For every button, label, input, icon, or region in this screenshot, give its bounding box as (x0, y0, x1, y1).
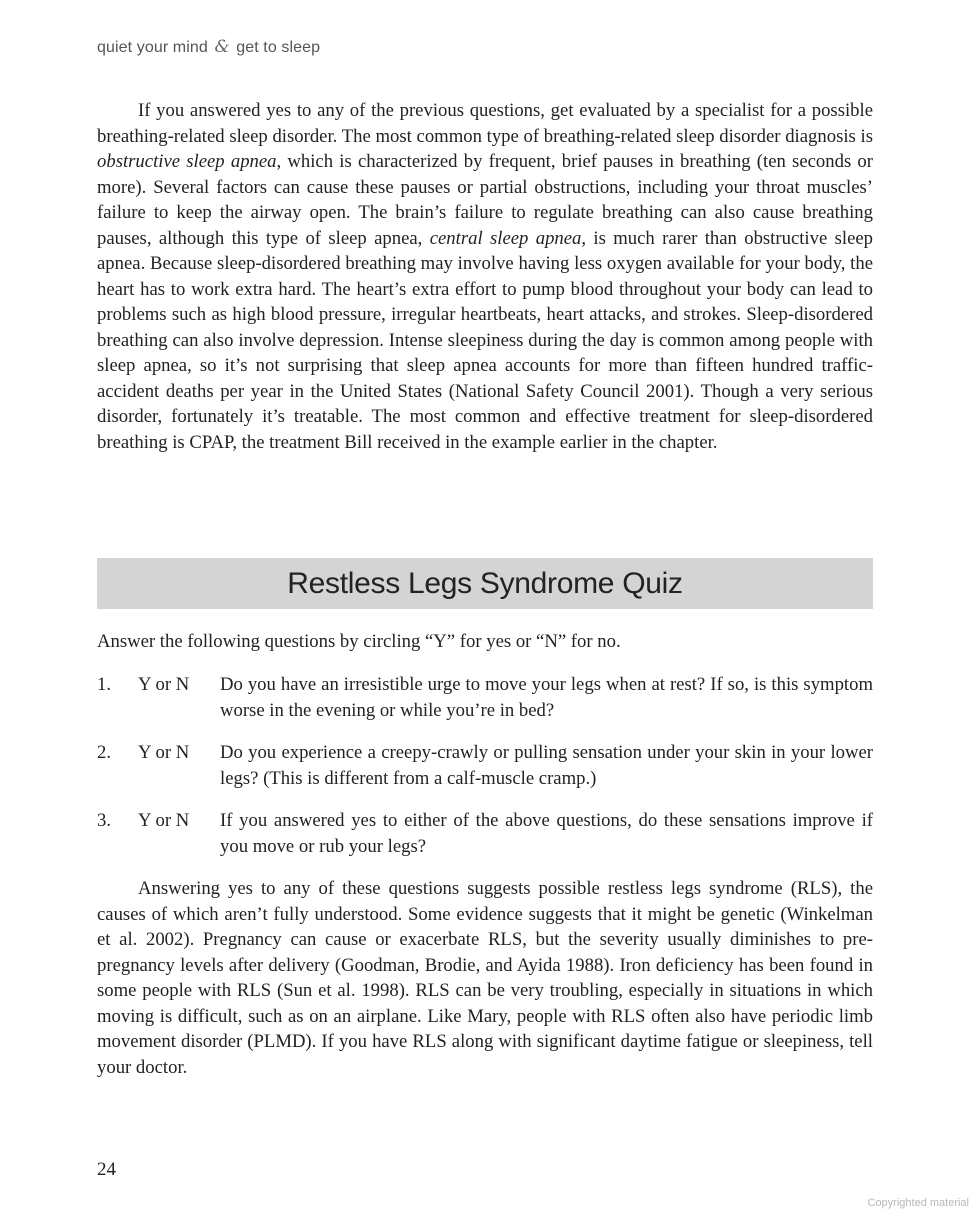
quiz-question-list (97, 672, 873, 876)
running-head-ampersand: & (214, 37, 230, 57)
quiz-instructions: Answer the following questions by circling “Y” for yes or “N” for no. (97, 631, 621, 652)
para1-text-3: , is much rarer than obstructive sleep apnea. Because sleep-disordered breathing may involve having less oxygen available for your body, the heart has to work extra hard. The heart’s extra effort to pump blood throughout your body can lead to problems such as high blood pressure, irregular heartbeats, heart attacks, and strokes. Sleep-disordered breathing can also involve depression. Intense sleepiness during the day is common among people with sleep apnea, so it’s not surprising that sleep apnea accounts for more than fifteen hundred traffic-accident deaths per year in the United States (National Safety Council 2001). Though a very serious disorder, fortunately it’s treatable. The most common and effective treatment for sleep-disordered breathing is CPAP, the treatment Bill received in the example earlier in the chapter. (97, 227, 873, 453)
quiz-heading-band (97, 558, 873, 609)
page-number: 24 (97, 1159, 116, 1180)
para1-emphasis-central: central sleep apnea (429, 227, 582, 249)
question-number: 1. (97, 674, 112, 695)
yes-no-choice: Y or N (138, 674, 190, 695)
quiz-question (97, 808, 873, 859)
question-text: Do you have an irresistible urge to move your legs when at rest? If so, is this symptom worse in the evening or while you’re in bed? (220, 674, 873, 721)
intro-paragraph (97, 98, 873, 455)
para2-text: Answering yes to any of these questions suggests possible restless legs syndrome (RLS), the causes of which aren’t fully understood. Some evidence suggests that it might be genetic (Winkelman et al. 2002). Pregnancy can cause or exacerbate RLS, but the severity usually diminishes to pre-pregnancy levels after delivery (Goodman, Brodie, and Ayida 1988). Iron deficiency has been found in some people with RLS (Sun et al. 1998). RLS can be very troubling, especially in situations in which moving is difficult, such as on an airplane. Like Mary, people with RLS often also have periodic limb movement disorder (PLMD). If you have RLS along with significant daytime fatigue or sleepiness, tell your doctor. (97, 878, 873, 1078)
rls-explanation-paragraph (97, 876, 873, 1080)
quiz-question (97, 672, 873, 723)
para1-emphasis-obstructive: obstructive sleep apnea (97, 151, 277, 172)
quiz-question (97, 740, 873, 791)
question-text: If you answered yes to either of the above questions, do these sensations improve if you move or rub your legs? (220, 810, 873, 857)
question-number: 2. (97, 742, 112, 763)
quiz-title: Restless Legs Syndrome Quiz (287, 566, 683, 600)
running-head (97, 37, 320, 57)
running-head-left: quiet your mind (97, 39, 208, 56)
question-text: Do you experience a creepy-crawly or pulling sensation under your skin in your lower legs? (This is different from a calf-muscle cramp.) (220, 742, 873, 789)
yes-no-choice: Y or N (138, 742, 190, 763)
question-number: 3. (97, 810, 112, 831)
yes-no-choice: Y or N (138, 810, 190, 831)
para1-text-1: If you answered yes to any of the previous questions, get evaluated by a specialist for a possible breathing-related sleep disorder. The most common type of breathing-related sleep disorder diagnosis is (97, 100, 873, 147)
para1-text-2: , which is characterized by frequent, brief pauses in breathing (ten seconds or more). Several factors can cause these pauses or partial obstructions, including your throat muscles’ failure to keep the airway open. The brain’s failure to regulate breathing can also cause breathing pauses, although this type of sleep apnea, (97, 151, 873, 249)
copyright-watermark: Copyrighted material (867, 1197, 969, 1209)
running-head-right: get to sleep (236, 39, 321, 56)
